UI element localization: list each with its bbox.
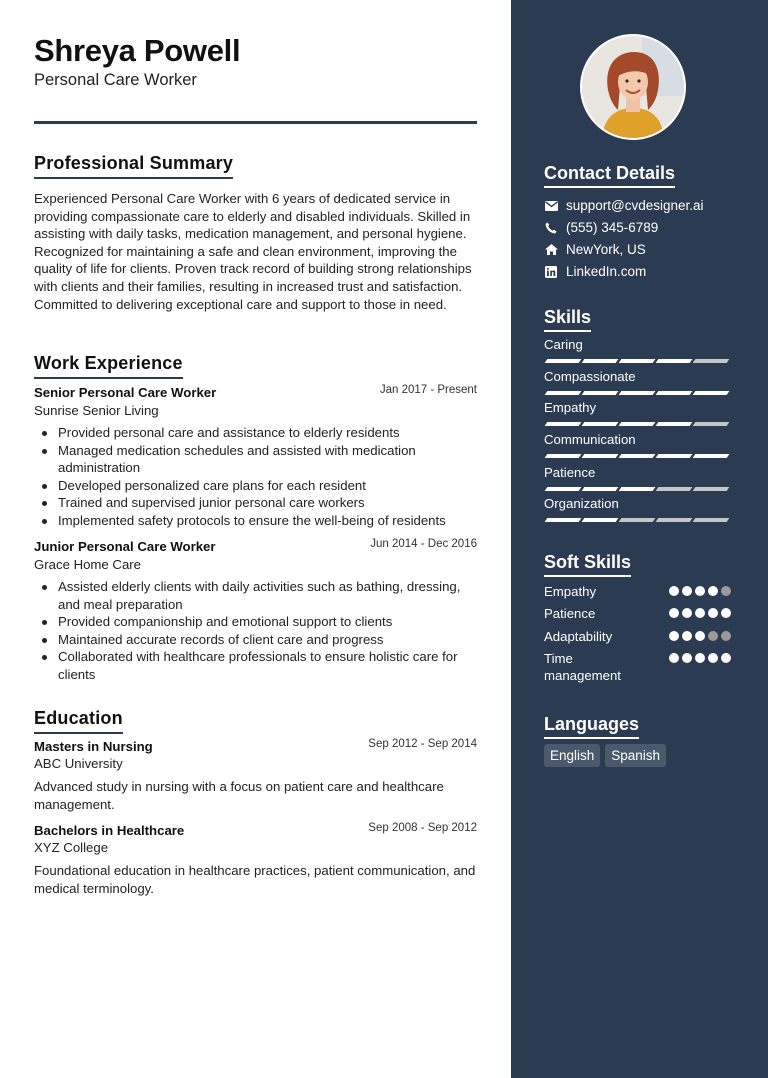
skill-name: Organization [544, 496, 619, 511]
rating-dot [669, 653, 679, 663]
soft-skill-name: Time management [544, 651, 621, 683]
skill-level-segment [545, 454, 582, 458]
degree-title: Masters in Nursing [34, 739, 153, 754]
skill-level-segment [693, 359, 730, 363]
skill-level-segment [582, 391, 619, 395]
skill-level-segment [545, 359, 582, 363]
bullet-item: Developed personalized care plans for each resident [34, 477, 479, 495]
rating-dot [721, 631, 731, 641]
rating-dot [708, 608, 718, 618]
skill-level-segment [582, 487, 619, 491]
skill-level-segment [545, 518, 582, 522]
skill-level-segment [582, 518, 619, 522]
skill-level-segment [545, 487, 582, 491]
job-organization: Grace Home Care [34, 557, 142, 572]
language-tag: English [544, 744, 600, 767]
skill-level-segment [693, 454, 730, 458]
skill-level-segment [656, 422, 693, 426]
job-bullets [34, 424, 479, 529]
rating-dot [682, 653, 692, 663]
summary-heading: Professional Summary [34, 153, 233, 179]
contact-location-text: NewYork, US [566, 242, 646, 257]
envelope-icon [544, 199, 558, 213]
degree-description: Foundational education in healthcare practices, patient communication, and medical terminology. [34, 863, 476, 896]
profile-photo-illustration [582, 36, 684, 138]
header-divider [34, 121, 477, 124]
rating-dot [708, 586, 718, 596]
rating-dot [682, 631, 692, 641]
skill-level-segment [656, 454, 693, 458]
soft-skill-name: Adaptability [544, 629, 613, 644]
skill-level-segment [619, 518, 656, 522]
skill-level-segment [619, 359, 656, 363]
language-tag: Spanish [605, 744, 666, 767]
skill-level-segment [582, 454, 619, 458]
job-dates: Jan 2017 - Present [379, 384, 477, 396]
languages-list [544, 744, 666, 767]
contact-phone[interactable] [544, 220, 658, 235]
skill-level-segment [582, 422, 619, 426]
bullet-item: Maintained accurate records of client care and progress [34, 631, 479, 649]
skill-name: Caring [544, 337, 583, 352]
rating-dot [682, 586, 692, 596]
bullet-item: Implemented safety protocols to ensure the well-being of residents [34, 512, 479, 530]
rating-dot [721, 586, 731, 596]
contact-email[interactable] [544, 198, 704, 213]
phone-icon [544, 221, 558, 235]
soft-skill-rating [669, 653, 731, 663]
job-organization: Sunrise Senior Living [34, 403, 159, 418]
experience-heading: Work Experience [34, 353, 183, 379]
rating-dot [669, 608, 679, 618]
skill-level-bar [546, 391, 728, 395]
skill-level-bar [546, 518, 728, 522]
degree-dates: Sep 2012 - Sep 2014 [368, 738, 477, 750]
skill-level-segment [619, 422, 656, 426]
skill-level-segment [656, 359, 693, 363]
school-name: XYZ College [34, 840, 109, 855]
rating-dot [708, 653, 718, 663]
soft-skill-name: Empathy [544, 584, 597, 599]
job-title: Senior Personal Care Worker [34, 385, 217, 400]
skill-level-segment [545, 391, 582, 395]
job-dates: Jun 2014 - Dec 2016 [370, 538, 477, 550]
skill-level-bar [546, 359, 728, 363]
bullet-item: Provided personal care and assistance to elderly residents [34, 424, 479, 442]
soft-skill-rating [669, 631, 731, 641]
skill-level-segment [693, 422, 730, 426]
contact-heading: Contact Details [544, 163, 675, 188]
skill-level-segment [619, 454, 656, 458]
rating-dot [721, 653, 731, 663]
degree-title: Bachelors in Healthcare [34, 823, 185, 838]
bullet-item: Assisted elderly clients with daily activities such as bathing, dressing, and meal preparation [34, 578, 479, 613]
education-heading: Education [34, 708, 123, 734]
job-title: Junior Personal Care Worker [34, 539, 216, 554]
bullet-item: Collaborated with healthcare professionals to ensure holistic care for clients [34, 648, 479, 683]
bullet-item: Managed medication schedules and assisted with medication administration [34, 442, 479, 477]
degree-dates: Sep 2008 - Sep 2012 [368, 822, 477, 834]
rating-dot [695, 586, 705, 596]
soft-skills-heading: Soft Skills [544, 552, 631, 577]
rating-dot [669, 631, 679, 641]
linkedin-icon [544, 265, 558, 279]
skill-name: Compassionate [544, 369, 636, 384]
contact-email-text: support@cvdesigner.ai [566, 198, 704, 213]
skill-level-segment [693, 391, 730, 395]
skill-name: Empathy [544, 400, 597, 415]
contact-phone-text: (555) 345-6789 [566, 220, 659, 235]
skill-name: Communication [544, 432, 636, 447]
soft-skill-rating [669, 608, 731, 618]
skill-level-segment [656, 391, 693, 395]
bullet-item: Trained and supervised junior personal care workers [34, 494, 479, 512]
skill-level-bar [546, 454, 728, 458]
sidebar [511, 0, 768, 1078]
contact-location [544, 242, 646, 257]
skill-level-segment [656, 487, 693, 491]
soft-skill-name: Patience [544, 606, 596, 621]
skill-level-segment [693, 487, 730, 491]
rating-dot [695, 631, 705, 641]
skill-level-segment [693, 518, 730, 522]
skill-name: Patience [544, 465, 596, 480]
skill-level-segment [656, 518, 693, 522]
job-bullets [34, 578, 479, 683]
degree-description: Advanced study in nursing with a focus on patient care and healthcare management. [34, 779, 444, 812]
skill-level-bar [546, 487, 728, 491]
rating-dot [695, 653, 705, 663]
contact-linkedin[interactable] [544, 264, 646, 279]
summary-text: Experienced Personal Care Worker with 6 years of dedicated service in providing compassionate care to elderly and disabled individuals. Skilled in assisting with daily tasks, medication management, and personal hygiene. Recognized for maintaining a safe and clean environment, improving the quality of life for clients. Proven track record of building strong relationships with clients and their families, resulting in increased trust and satisfaction. Committed to delivering exceptional care and support to those in need. [34, 191, 472, 312]
skill-level-segment [619, 391, 656, 395]
rating-dot [708, 631, 718, 641]
profile-photo [580, 34, 686, 140]
skill-level-segment [619, 487, 656, 491]
skill-level-segment [582, 359, 619, 363]
bullet-item: Provided companionship and emotional support to clients [34, 613, 479, 631]
rating-dot [682, 608, 692, 618]
rating-dot [669, 586, 679, 596]
home-icon [544, 243, 558, 257]
skill-level-bar [546, 422, 728, 426]
skills-heading: Skills [544, 307, 591, 332]
rating-dot [695, 608, 705, 618]
skill-level-segment [545, 422, 582, 426]
school-name: ABC University [34, 756, 123, 771]
candidate-role: Personal Care Worker [34, 71, 197, 89]
contact-linkedin-text: LinkedIn.com [566, 264, 647, 279]
languages-heading: Languages [544, 714, 639, 739]
candidate-name: Shreya Powell [34, 33, 241, 68]
soft-skill-rating [669, 586, 731, 596]
rating-dot [721, 608, 731, 618]
